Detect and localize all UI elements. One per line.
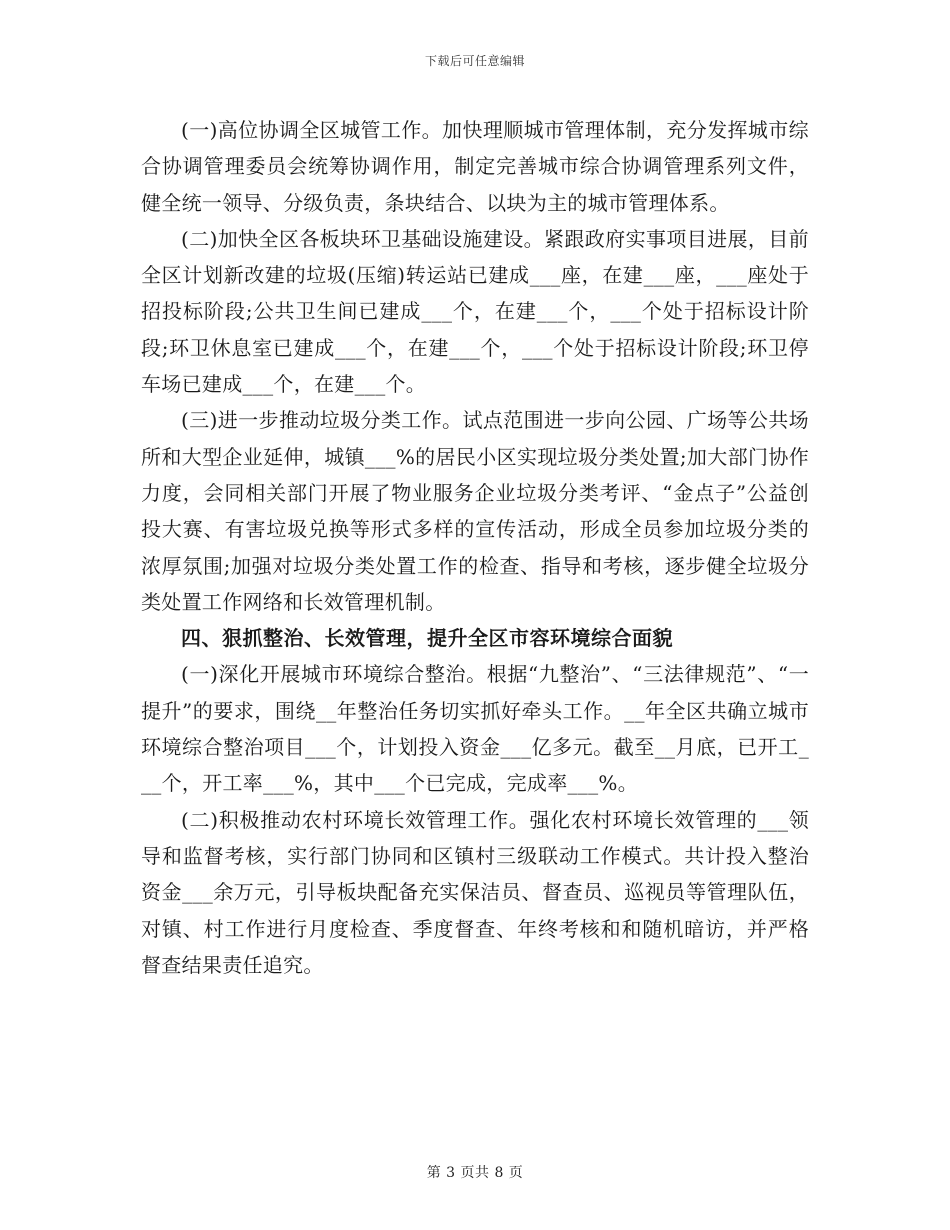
page-header: 下载后可任意编辑 <box>424 54 525 68</box>
paragraph-3-1: (一)高位协调全区城管工作。加快理顺城市管理体制，充分发挥城市综合协调管理委员会统筹协调作用，制定完善城市综合协调管理系列文件，健全统一领导、分级负责，条块结合、以块为主的城市管理体系。 <box>141 118 809 215</box>
paragraph-4-1: (一)深化开展城市环境综合整治。根据“九整治”、“三法律规范”、“一提升”的要求，围绕__年整治任务切实抓好牵头工作。__年全区共确立城市环境综合整治项目___个，计划投入资金___亿多元。截至__月底，已开工___个，开工率___%，其中___个已完成，完成率___%。 <box>141 662 809 796</box>
page-footer: 第 3 页共 8 页 <box>426 1165 524 1181</box>
paragraph-4-2: (二)积极推动农村环境长效管理工作。强化农村环境长效管理的___领导和监督考核，实行部门协同和区镇村三级联动工作模式。共计投入整治资金___余万元，引导板块配备充实保洁员、督查员、巡视员等管理队伍，对镇、村工作进行月度检查、季度督查、年终考核和和随机暗访，并严格督查结果责任追究。 <box>141 807 809 977</box>
section-heading-4: 四、狠抓整治、长效管理，提升全区市容环境综合面貌 <box>181 626 673 651</box>
paragraph-3-3: (三)进一步推动垃圾分类工作。试点范围进一步向公园、广场等公共场所和大型企业延伸，城镇___%的居民小区实现垃圾分类处置;加大部门协作力度，会同相关部门开展了物业服务企业垃圾分类考评、“金点子”公益创投大赛、有害垃圾兑换等形式多样的宣传活动，形成全员参加垃圾分类的浓厚氛围;加强对垃圾分类处置工作的检查、指导和考核，逐步健全垃圾分类处置工作网络和长效管理机制。 <box>141 408 809 614</box>
document-body <box>141 112 809 983</box>
paragraph-3-2: (二)加快全区各板块环卫基础设施建设。紧跟政府实事项目进展，目前全区计划新改建的垃圾(压缩)转运站已建成___座，在建___座，___座处于招投标阶段;公共卫生间已建成___个，在建___个，___个处于招标设计阶段;环卫休息室已建成___个，在建___个，___个处于招标设计阶段;环卫停车场已建成___个，在建___个。 <box>141 226 809 397</box>
